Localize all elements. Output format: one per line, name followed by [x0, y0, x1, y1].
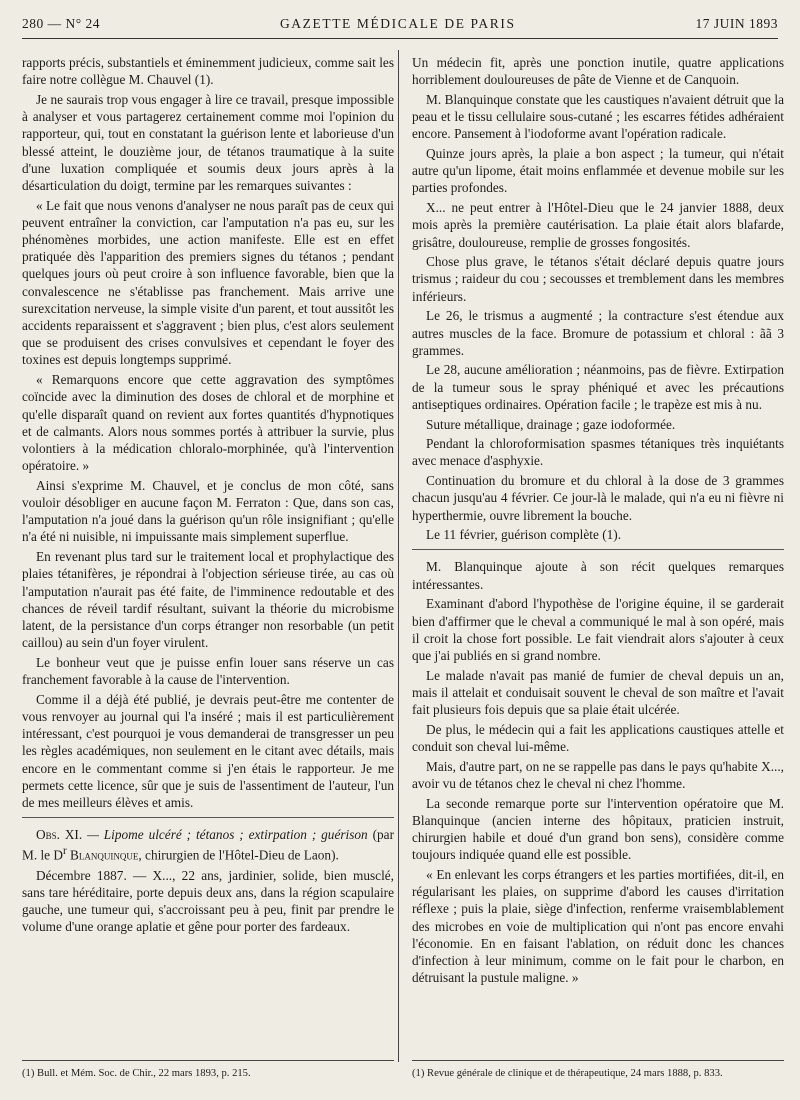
- paragraph: Le bonheur veut que je puisse enfin louer sans réserve un cas franchement favorable à la cause de l'intervention.: [22, 654, 394, 688]
- paragraph: Mais, d'autre part, on ne se rappelle pas dans le pays qu'habite X..., avoir vu de tétanos chez le cheval ni chez l'homme.: [412, 758, 784, 791]
- observation-affiliation: chirurgien de l'Hôtel-Dieu de Laon).: [141, 847, 339, 863]
- quote-paragraph: « En enlevant les corps étrangers et les parties mortifiées, dit-il, en régularisant les plaies, on supprime d'abord les causes d'irritation réflexe ; puis la plaie, siège d'infection, renferme vraisemblablement des microbes en voie de multiplication qui n'ont pas encore envahi l'économie. En en faisant l'ablation, on réduit donc les chances d'infection à leur minimum, comme on le fait pour le charbon, en détruisant la pustule maligne. »: [412, 866, 784, 986]
- paragraph: Chose plus grave, le tétanos s'était déclaré depuis quatre jours trismus ; raideur du cou ; secousses et tremblement dans les membres inférieurs.: [412, 254, 784, 304]
- paragraph: Continuation du bromure et du chloral à la dose de 3 grammes chacun jusqu'au 4 février. Ce jour-là le malade, qui n'a eu ni fièvre ni hyperthermie, ouvre librement la bouche.: [412, 473, 784, 523]
- paragraph: Ainsi s'exprime M. Chauvel, et je conclus de mon côté, sans vouloir désobliger en aucune façon M. Ferraton : Que, dans son cas, l'amputation n'a joué dans la guérison qu'un rôle insignifiant ; qu'elle n'a été ni nuisible, ni impuissante mais simplement superflue.: [22, 477, 394, 545]
- running-header: [22, 16, 778, 38]
- quote-paragraph: « Le fait que nous venons d'analyser ne nous paraît pas de ceux qui peuvent entraîner la conviction, car l'amputation n'a pas eu, sur les phénomènes morbides, une action manifeste. Elle est en effet pratiquée dès l'apparition des premiers signes du tétanos ; pendant quelques jours où peut croire à son influence favorable, bien que la convalescence ne s'établisse pas franchement. Mais arrive une surexcitation nerveuse, la simple visite d'un parent, et tout aussitôt les accidents reparaissent et s'aggravent ; bien plus, c'est alors seulement que se produisent des crises convulsives et cependant le foyer des toxines est depuis longtemps supprimé.: [22, 197, 394, 368]
- observation-heading: [22, 826, 394, 864]
- paragraph: Le malade n'avait pas manié de fumier de cheval depuis un an, mais il attelait et conduisait souvent le cheval de son maître et l'avait fait plusieurs fois depuis que sa plaie était ulcérée.: [412, 667, 784, 718]
- section-divider: [22, 817, 394, 818]
- paragraph: M. Blanquinque constate que les caustiques n'avaient détruit que la peau et le tissu cellulaire sous-cutané ; les escarres fétides adhéraient encore. Pansement à l'iodoforme avant l'opération radicale.: [412, 91, 784, 142]
- doctor-abbrev-sup: r: [63, 845, 67, 858]
- issue-date: 17 JUIN 1893: [695, 16, 778, 31]
- paragraph: M. Blanquinque ajoute à son récit quelques remarques intéressantes.: [412, 559, 784, 592]
- header-rule: [22, 38, 778, 39]
- paragraph: Quinze jours après, la plaie a bon aspect ; la tumeur, qui n'était autre qu'un lipome, était moins enflammée et devenue mobile sur les parties profondes.: [412, 146, 784, 196]
- footnote-left: (1) Bull. et Mém. Soc. de Chir., 22 mars 1893, p. 215.: [22, 1068, 251, 1079]
- observation-title: — Lipome ulcéré ; tétanos ; extirpation ; guérison: [87, 827, 368, 843]
- footnote-rule: [412, 1060, 784, 1061]
- paragraph: Le 26, le trismus a augmenté ; la contracture s'est étendue aux autres muscles de la face. Bromure de potassium et chloral : ãã 3 grammes.: [412, 308, 784, 358]
- paragraph: En revenant plus tard sur le traitement local et prophylactique des plaies tétanifères, je répondrai à l'objection sérieuse tirée, au cas où l'amputation n'aurait pas été faite, de l'imminence redoutable et des chances de réveil tardif résultant, suivant la théorie du microbisme latent, de la persistance d'un corps étranger non resorbable (un petit caillou) au sein d'un foyer virulent.: [22, 549, 394, 651]
- paragraph: Le 11 février, guérison complète (1).: [426, 527, 622, 543]
- paragraph: Pendant la chloroformisation spasmes tétaniques très inquiétants avec menace d'asphyxie.: [412, 436, 784, 469]
- paragraph: Le 28, aucune amélioration ; néanmoins, pas de fièvre. Extirpation de la tumeur sous le spray phéniqué et avec les précautions antiseptiques ordinaires. Opération facile ; le trapèze est mis à nu.: [412, 362, 784, 412]
- paragraph: Examinant d'abord l'hypothèse de l'origine équine, il se garderait bien d'affirmer que le cheval a communiqué le mal à son opéré, mais il croit la chose fort possible. Le fait viendrait alors s'ajouter à ceux que j'ai publiés en si grand nombre.: [412, 596, 784, 663]
- quote-paragraph: « Remarquons encore que cette aggravation des symptômes coïncide avec la diminution des doses de chloral et de morphine et qu'elle disparaît quand on revient aux fortes quantités d'hypnotiques et de calmants. Alors nous sommes portés à attribuer la survie, plus volontiers à la médication chloralo-morphinée, qu'à l'intervention opératoire. »: [22, 372, 394, 474]
- paragraph: La seconde remarque porte sur l'intervention opératoire que M. Blanquinque (ancien interne des hôpitaux, praticien instruit, chirurgien habile et doué d'un grand bon sens), considère comme toujours indiquée quand elle est possible.: [412, 795, 784, 863]
- paragraph: Comme il a déjà été publié, je devrais peut-être me contenter de vous renvoyer au journal qui l'a inséré ; mais il est particulièrement intéressant, c'est pourquoi je vous demanderai de transgresser un peu les règles académiques, non seulement en le citant avec détails, mais encore en le commentant comme si j'en étais le rapporteur. Je me permets cette licence, sûr que je suis de l'assentiment de l'auteur, l'un de mes meilleurs élèves et amis.: [22, 691, 394, 811]
- right-column: [412, 54, 784, 989]
- paragraph: Un médecin fit, après une ponction inutile, quatre applications horriblement douloureuses de pâte de Vienne et de Canquoin.: [412, 55, 784, 88]
- footnote-rule: [22, 1060, 394, 1061]
- paragraph: rapports précis, substantiels et éminemment judicieux, comme sait les faire notre collègue M. Chauvel (1).: [22, 55, 394, 88]
- column-rule: [398, 50, 399, 1062]
- footnote-right: (1) Revue générale de clinique et de thérapeutique, 24 mars 1888, p. 833.: [412, 1068, 723, 1079]
- observation-by: (par M. le D: [22, 827, 394, 863]
- page-number: 280 — N° 24: [22, 16, 101, 31]
- section-divider: [412, 549, 784, 550]
- paragraph: Suture métallique, drainage ; gaze iodoformée.: [426, 416, 676, 432]
- paragraph: X... ne peut entrer à l'Hôtel-Dieu que le 24 janvier 1888, deux mois après la première cautérisation. La plaie était alors blafarde, grisâtre, douloureuse, remplie de grosses fongosités.: [412, 200, 784, 250]
- journal-title: GAZETTE MÉDICALE DE PARIS: [279, 16, 516, 31]
- paragraph: Décembre 1887. — X..., 22 ans, jardinier, solide, bien musclé, sans tare héréditaire, porte depuis deux ans, dans la région scapulaire gauche, une tumeur qui, s'accroissant peu à peu, finit par prendre le volume d'une orange aplatie et gêne pour porter des fardeaux.: [22, 867, 394, 935]
- observation-label: Obs. XI.: [36, 827, 83, 843]
- left-column: [22, 54, 394, 938]
- observation-author: Blanquinque,: [70, 847, 142, 863]
- paragraph: De plus, le médecin qui a fait les applications caustiques attelle et conduit son cheval lui-même.: [412, 721, 784, 755]
- paragraph: Je ne saurais trop vous engager à lire ce travail, presque impossible à analyser et vous partagerez certainement comme moi l'opinion du rapporteur, qui, tout en constatant la guérison lente et laborieuse d'un blessé atteint, le douzième jour, de tétanos traumatique à la suite d'une luxation compliquée et soumis deux jours après à la désarticulation du doigt, termine par les remarques suivantes :: [22, 91, 394, 193]
